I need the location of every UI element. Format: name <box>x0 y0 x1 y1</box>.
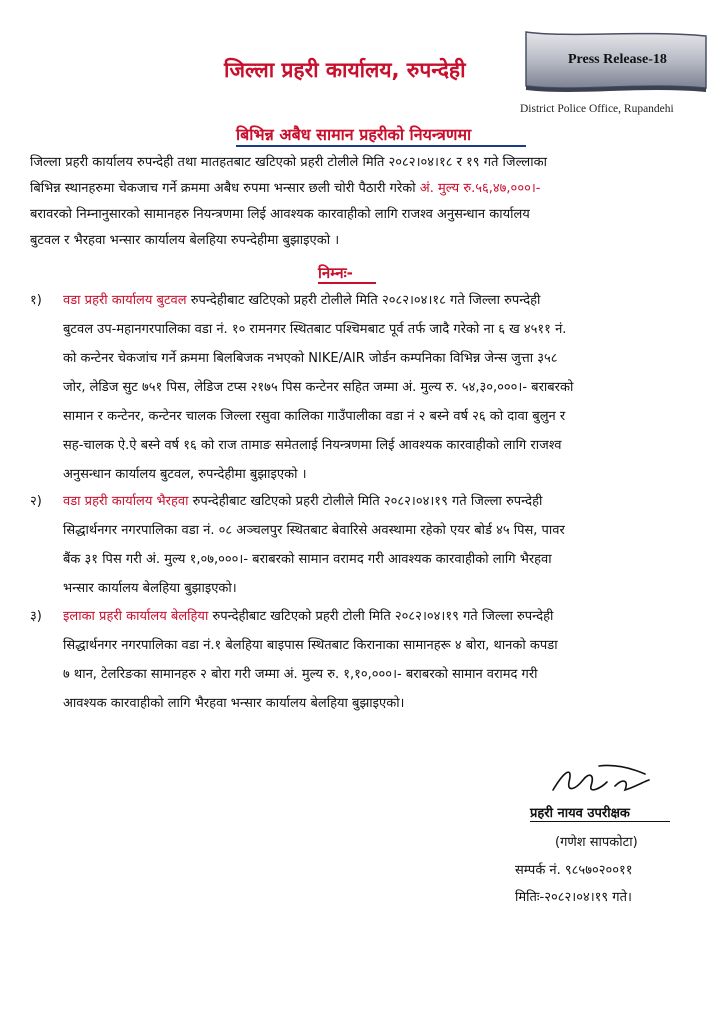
contact-number: सम्पर्क नं. ९८५७०२००११ <box>515 863 633 878</box>
list-item <box>63 602 703 718</box>
signature-underline <box>530 821 670 822</box>
item-line: अनुसन्धान कार्यालय बुटवल, रुपन्देहीमा बुझाइएको । <box>63 467 307 482</box>
intro-paragraph <box>30 150 700 254</box>
item-line: जोर, लेडिज सुट ७५१ पिस, लेडिज टप्स २१७५ पिस कन्टेनर सहित जम्मा अं. मुल्य रु. ५४,३०,०००।- बराबरको <box>63 380 574 395</box>
item-line: भन्सार कार्यालय बेलहिया बुझाइएको। <box>63 581 237 596</box>
release-date: मितिः-२०८२।०४।१९ गते। <box>515 890 632 905</box>
signatory-title: प्रहरी नायव उपरीक्षक <box>530 806 630 821</box>
item-line: को कन्टेनर चेकजांच गर्ने क्रममा बिलबिजक नभएको NIKE/AIR जोर्डन कम्पनिका विभिन्न जेन्स जुत्ता ३५८ <box>63 351 558 366</box>
intro-line-1: जिल्ला प्रहरी कार्यालय रुपन्देही तथा मातहतबाट खटिएको प्रहरी टोलीले मिति २०८२।०४।१८ र १९ गते जिल्लाका <box>30 155 547 170</box>
item-office-name: वडा प्रहरी कार्यालय बुटवल <box>63 293 187 308</box>
office-title-english: District Police Office, Rupandehi <box>520 103 674 115</box>
subheading-underline <box>318 282 376 284</box>
press-release-banner <box>520 28 710 96</box>
item-line-text: रुपन्देहीबाट खटिएको प्रहरी टोलीले मिति २०८२।०४।१८ गते जिल्ला रुपन्देही <box>186 293 541 308</box>
item-line <box>63 602 703 631</box>
signature-scribble-icon <box>545 760 655 802</box>
intro-line-2-text: बिभिन्न स्थानहरुमा चेकजाच गर्ने क्रममा अबैध रुपमा भन्सार छली चोरी पैठारी गरेको <box>30 181 420 196</box>
total-value-highlight: अं. मुल्य रु.५६,४७,०००।- <box>419 181 541 196</box>
office-title-nepali: जिल्ला प्रहरी कार्यालय, रुपन्देही <box>224 58 466 82</box>
item-office-name: वडा प्रहरी कार्यालय भैरहवा <box>63 494 189 509</box>
item-number: २) <box>30 494 42 509</box>
item-line: आवश्यक कारवाहीको लागि भैरहवा भन्सार कार्यालय बेलहिया बुझाइएको। <box>63 696 405 711</box>
item-line <box>63 286 703 315</box>
intro-line-2 <box>30 176 700 202</box>
item-office-name: इलाका प्रहरी कार्यालय बेलहिया <box>63 609 209 624</box>
item-number: ३) <box>30 609 42 624</box>
headline: बिभिन्न अबैध सामान प्रहरीको नियन्त्रणमा <box>236 125 472 144</box>
list-item <box>63 487 703 603</box>
list-item <box>63 286 703 489</box>
press-release-label: Press Release-18 <box>568 52 667 67</box>
item-line: बुटवल उप-महानगरपालिका वडा नं. १० रामनगर स्थितबाट पश्चिमबाट पूर्व तर्फ जादै गरेको ना ६ ख ४५११ नं. <box>63 322 567 337</box>
item-line-text: रुपन्देहीबाट खटिएको प्रहरी टोली मिति २०८२।०४।१९ गते जिल्ला रुपन्देही <box>208 609 554 624</box>
item-line: बैंक ३१ पिस गरी अं. मुल्य १,०७,०००।- बराबरको सामान वरामद गरी आवश्यक कारवाहीको लागि भैरहवा <box>63 552 552 567</box>
headline-underline <box>236 145 526 147</box>
item-line: सह-चालक ऐ.ऐ बस्ने वर्ष १६ को राज तामाङ समेतलाई नियन्त्रणमा लिई आवश्यक कारवाहीको लागि राजश्व <box>63 438 562 453</box>
item-line: सिद्धार्थनगर नगरपालिका वडा नं. ०८ अञ्चलपुर स्थितबाट बेवारिसे अवस्थामा रहेको एयर बोर्ड ४५ पिस, पावर <box>63 523 565 538</box>
signatory-name: (गणेश सापकोटा) <box>555 835 638 850</box>
item-line: ७ थान, टेलरिङका सामानहरु २ बोरा गरी जम्मा अं. मुल्य रु. १,१०,०००।- बराबरको सामान वरामद गरी <box>63 667 538 682</box>
intro-line-4: बुटवल र भैरहवा भन्सार कार्यालय बेलहिया रुपन्देहीमा बुझाइएको । <box>30 233 340 248</box>
item-number: १) <box>30 293 42 308</box>
item-line <box>63 487 703 516</box>
list-subheading: निम्नः- <box>318 264 353 282</box>
item-line: सामान र कन्टेनर, कन्टेनर चालक जिल्ला रसुवा कालिका गाउँपालीका वडा नं २ बस्ने वर्ष २६ को दावा बुलुन र <box>63 409 566 424</box>
item-line: सिद्धार्थनगर नगरपालिका वडा नं.१ बेलहिया बाइपास स्थितबाट किरानाका सामानहरू ४ बोरा, थानको कपडा <box>63 638 558 653</box>
intro-line-3: बरावरको निम्नानुसारको सामानहरु नियन्त्रणमा लिई आवश्यक कारवाहीको लागि राजश्व अनुसन्धान कार्यालय <box>30 207 530 222</box>
item-line-text: रुपन्देहीबाट खटिएको प्रहरी टोलीले मिति २०८२।०४।१९ गते जिल्ला रुपन्देही <box>188 494 543 509</box>
